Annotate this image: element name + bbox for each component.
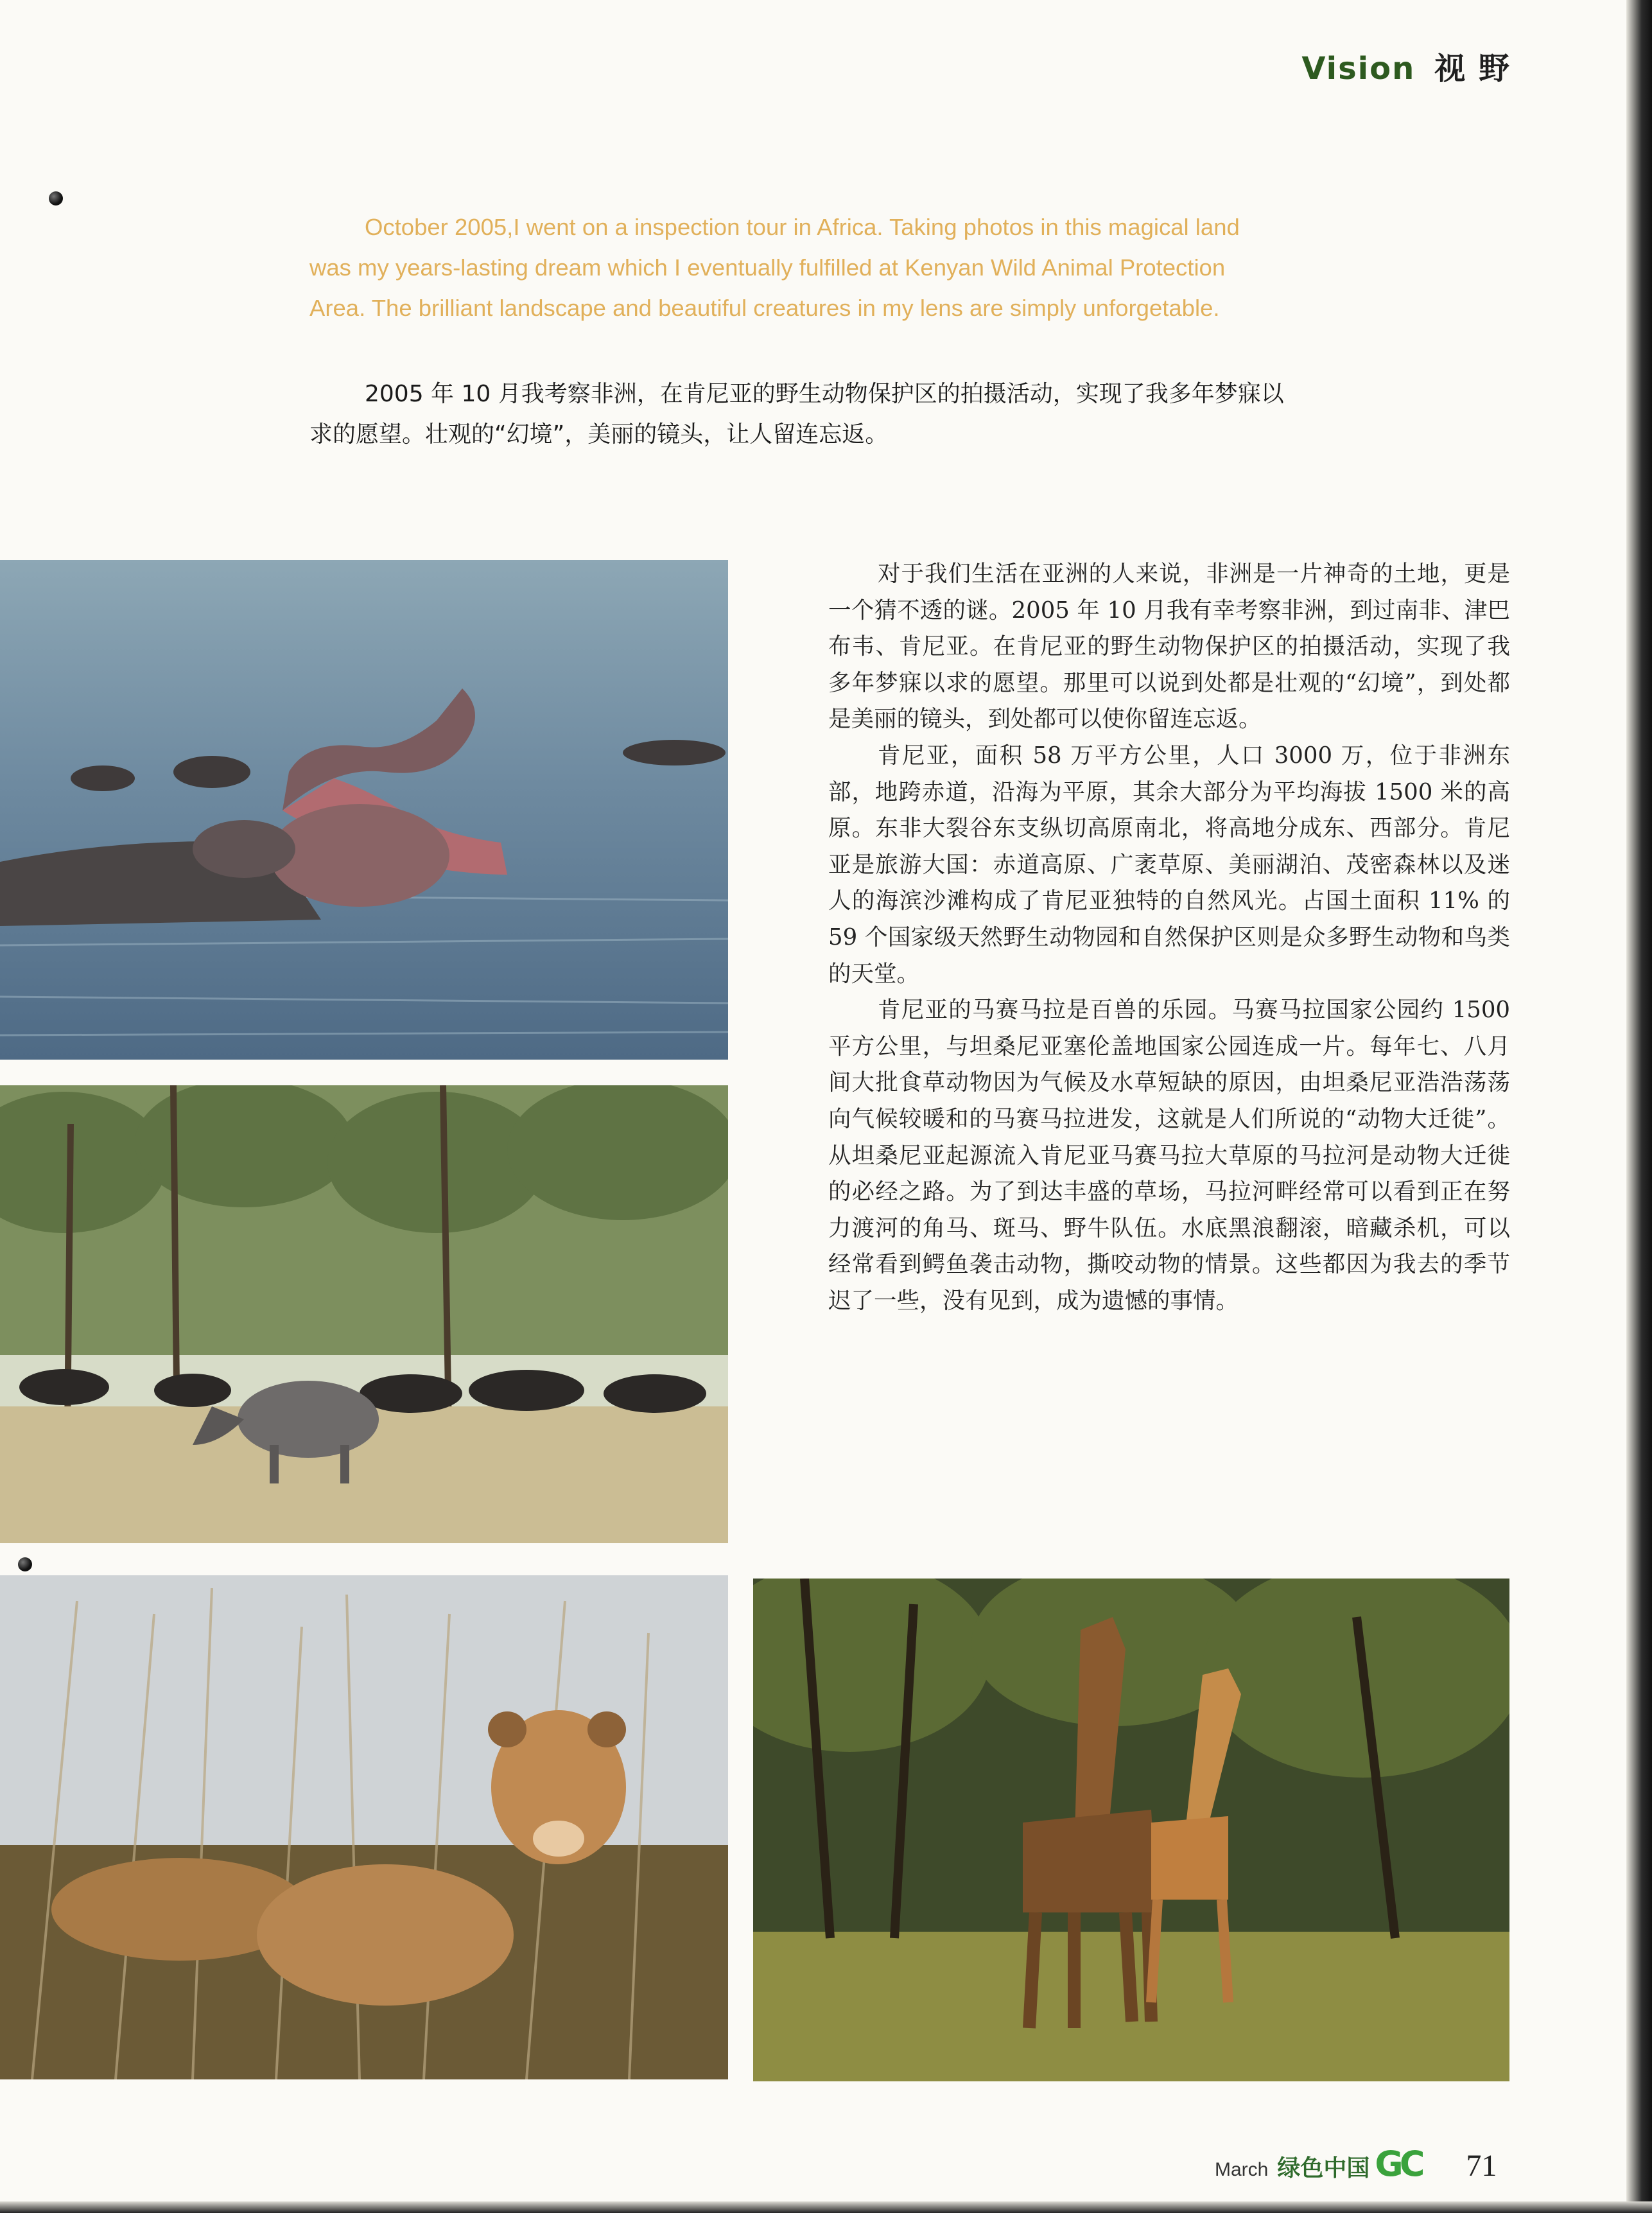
article-paragraph: 对于我们生活在亚洲的人来说，非洲是一片神奇的土地，更是一个猜不透的谜。2005 年 10 月我有幸考察非洲，到过南非、津巴布韦、肯尼亚。在肯尼亚的野生动物保护区的拍摄活动，实现了我多年梦寐以求的愿望。那里可以说到处都是壮观的“幻境”，到处都是美丽的镜头，到处都可以使你留连忘返。 [828,561,1510,733]
article-paragraph: 肯尼亚，面积 58 万平方公里，人口 3000 万，位于非洲东部，地跨赤道，沿海为平原，其余大部分为平均海拔 1500 米的高原。东非大裂谷东支纵切高原南北，将高地分成东、西部分。肯尼亚是旅游大国：赤道高原、广袤草原、美丽湖泊、茂密森林以及迷人的海滨沙滩构成了肯尼亚独特的自然风光。占国土面积 11% 的 59 个国家级天然野生动物园和自然保护区则是众多野生动物和鸟类的天堂。 [828,742,1510,987]
article-body [828,556,1510,1319]
magazine-logo: GC [1375,2144,1422,2184]
intro-english: October 2005,I went on a inspection tour in Africa. Taking photos in this magical land was my years-lasting dream which I eventually fulfilled at Kenyan Wild Animal Protection Area. The brilliant landscape and beautiful creatures in my lens are simply unforgetable. [309,214,1240,321]
footer-month: March [1215,2159,1269,2180]
intro-chinese: 2005 年 10 月我考察非洲，在肯尼亚的野生动物保护区的拍摄活动，实现了我多年梦寐以求的愿望。壮观的“幻境”，美丽的镜头，让人留连忘返。 [309,381,1284,448]
footer-magazine-name: 绿色中国 [1277,2155,1370,2182]
section-title-zh: 视 野 [1434,51,1511,87]
page-footer [1215,2144,1497,2184]
section-header [1301,44,1511,88]
section-title-en: Vision [1301,51,1416,87]
page-bottom-edge [0,2201,1652,2213]
page-number: 71 [1466,2149,1497,2183]
hippo-photo [0,560,728,1060]
lioness-photo [0,1575,728,2079]
binding-hole [18,1557,32,1571]
rhino-herd-photo [0,1085,728,1543]
binding-hole [49,191,63,206]
article-paragraph: 肯尼亚的马赛马拉是百兽的乐园。马赛马拉国家公园约 1500 平方公里，与坦桑尼亚塞伦盖地国家公园连成一片。每年七、八月间大批食草动物因为气候及水草短缺的原因，由坦桑尼亚浩浩荡荡向气候较暖和的马赛马拉进发，这就是人们所说的“动物大迁徙”。从坦桑尼亚起源流入肯尼亚马赛马拉大草原的马拉河是动物大迁徙的必经之路。为了到达丰盛的草场，马拉河畔经常可以看到正在努力渡河的角马、斑马、野牛队伍。水底黑浪翻滚，暗藏杀机，可以经常看到鳄鱼袭击动物，撕咬动物的情景。这些都因为我去的季节迟了一些，没有见到，成为遗憾的事情。 [828,997,1510,1314]
page-edge-shadow [1626,0,1652,2213]
giraffe-photo [753,1579,1509,2081]
